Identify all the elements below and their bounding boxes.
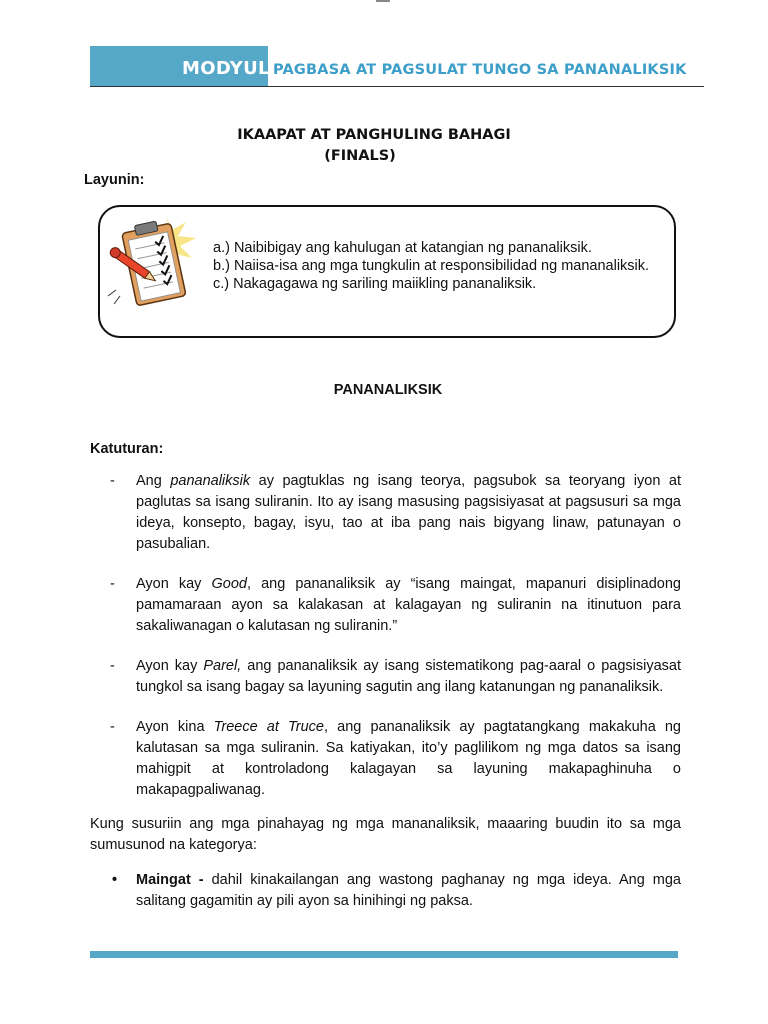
definition-text [136,574,681,637]
header-modyul-label: MODYUL [182,58,270,79]
objective-item: b.) Naiisa-isa ang mga tungkulin at responsibilidad ng mananaliksik. [213,258,650,274]
definition-pre: Ayon kina [136,719,214,735]
definition-text [136,717,681,801]
bullet-dot: • [112,872,118,888]
objective-item: c.) Nakagagawa ng sariling maiikling pananaliksik. [213,276,537,292]
definition-pre: Ayon kay [136,576,212,592]
section-title: PANANALIKSIK [333,382,443,398]
bullet-text [136,870,681,912]
definition-post: , ang pananaliksik ay pagtatangkang makakuha ng kalutasan sa mga suliranin. Sa katiyakan, ito’y paglilikom ng mga datos sa isang mahigpit at kontroladong kalagayan sa layuning makapaghinuha o makapagpaliwanag. [136,719,681,798]
definition-emphasis: pananaliksik [170,473,251,489]
objective-item: a.) Naibibigay ang kahulugan at katangian ng pananaliksik. [213,240,592,256]
summary-paragraph: Kung susuriin ang mga pinahayag ng mga mananaliksik, maaaring buudin ito sa mga sumusunod na kategorya: [90,816,681,853]
list-dash: - [110,473,115,489]
definition-post: , ang pananaliksik ay “isang maingat, mapanuri disiplinadong pamamaraan ayon sa kalakasan at kalagayan ng suliranin na itinutuon para sakaliwanagan o kalutasan ng suliranin.” [136,576,681,634]
definition-pre: Ang [136,473,171,489]
definition-pre: Ayon kay [136,658,204,674]
page-top-mark [376,0,390,2]
list-dash: - [110,719,115,735]
page-title: IKAAPAT AT PANGHULING BAHAGI [237,127,511,143]
objectives-label: Layunin: [84,172,145,188]
page-subtitle: (FINALS) [324,148,396,164]
definition-post: ay pagtuklas ng isang teorya, pagsubok sa teoryang iyon at paglutas sa isang suliranin. Ito ay isang masusing pagsisiyasat at pagsusuri sa mga ideya, konsepto, bagay, isyu, tao at iba pang nais bigyang linaw, patunayan o pasubalian. [136,473,681,552]
list-dash: - [110,576,115,592]
header-rule [90,86,704,87]
definition-text [136,656,681,698]
clipboard-checklist-icon [106,214,198,318]
list-dash: - [110,658,115,674]
bullet-term: Maingat - [136,872,204,888]
definition-emphasis: Treece at Truce [213,719,324,735]
definition-emphasis: Good [211,576,247,592]
objectives-list [213,239,649,293]
header-subtitle: PAGBASA AT PAGSULAT TUNGO SA PANANALIKSIK [273,62,687,78]
section-subheading: Katuturan: [90,441,164,457]
footer-bar [90,951,678,958]
definition-emphasis: Parel, [203,658,242,674]
definition-post: ang pananaliksik ay isang sistematikong pag-aaral o pagsisiyasat tungkol sa isang bagay sa layuning sagutin ang ilang katanungan ng pananaliksik. [136,658,681,695]
definition-text [136,471,681,555]
bullet-description: dahil kinakailangan ang wastong paghanay ng mga ideya. Ang mga salitang gagamitin ay pili ayon sa hinihingi ng paksa. [136,872,682,909]
